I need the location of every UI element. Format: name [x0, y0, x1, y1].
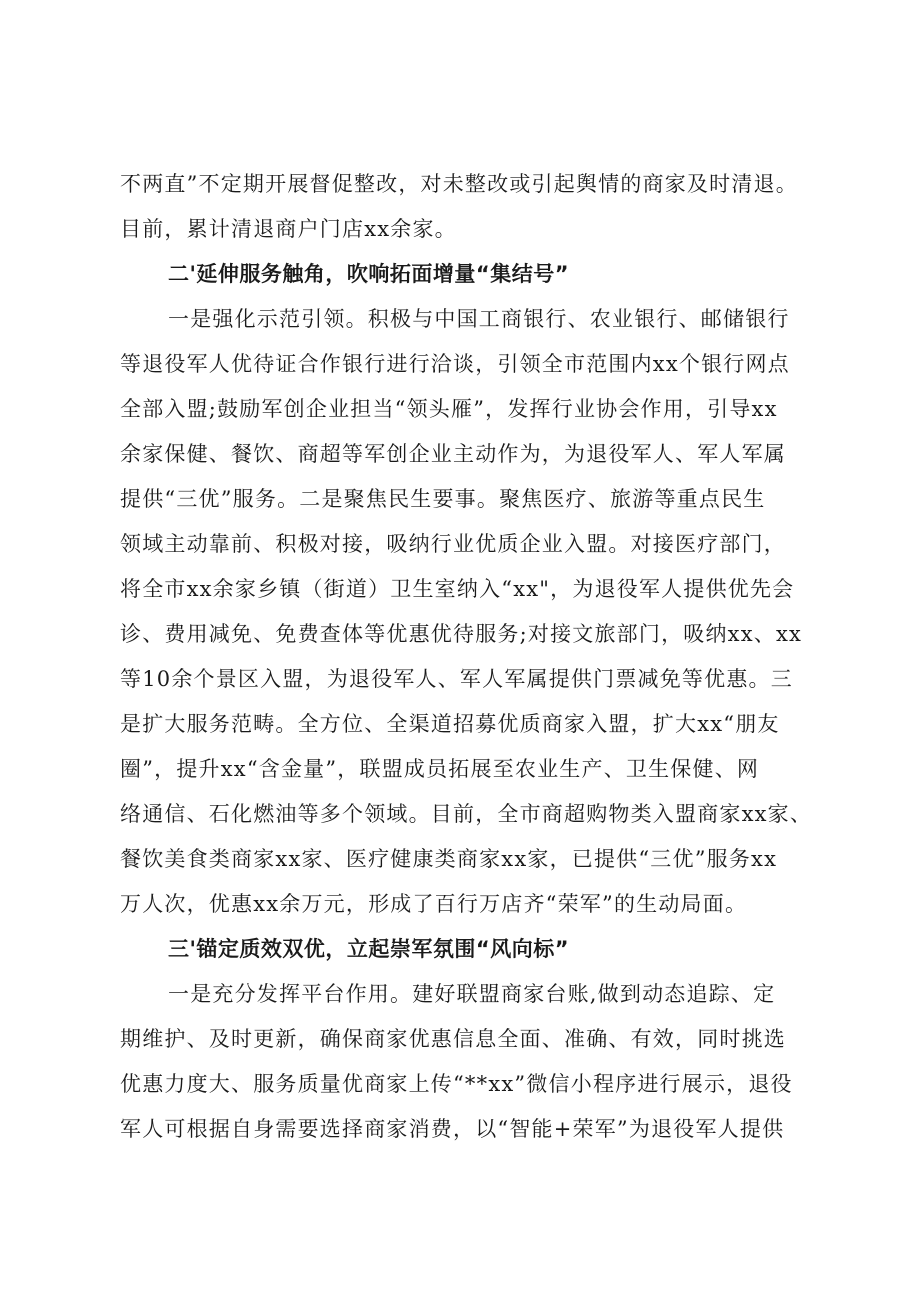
- body-line: 等10余个景区入盟，为退役军人、军人军属提供门票减免等优惠。三: [120, 667, 793, 691]
- body-line: 是扩大服务范畴。全方位、全渠道招募优质商家入盟，扩大xx“朋友: [120, 712, 780, 736]
- body-line: 军人可根据自身需要选择商家消费，以“智能+荣军”为退役军人提供: [120, 1117, 785, 1141]
- body-line: 等退役军人优待证合作银行进行洽谈，引领全市范围内xx个银行网点: [120, 352, 790, 376]
- body-line: 诊、费用减免、免费查体等优惠优待服务;对接文旅部门，吸纳xx、xx: [120, 622, 803, 646]
- paragraph-start-line: 一是强化示范引领。积极与中国工商银行、农业银行、邮储银行: [168, 307, 790, 331]
- body-line: 圈”，提升xx“含金量”，联盟成员拓展至农业生产、卫生保健、网: [120, 757, 760, 781]
- body-line: 全部入盟;鼓励军创企业担当“领头雁”，发挥行业协会作用，引导xx: [120, 397, 778, 421]
- body-line: 餐饮美食类商家xx家、医疗健康类商家xx家，已提供“三优”服务xx: [120, 847, 778, 871]
- body-line: 优惠力度大、服务质量优商家上传“**xx”微信小程序进行展示，退役: [120, 1072, 793, 1096]
- body-line: 期维护、及时更新，确保商家优惠信息全面、准确、有效，同时挑选: [120, 1027, 786, 1051]
- body-line: 余家保健、餐饮、商超等军创企业主动作为，为退役军人、军人军属: [120, 442, 786, 466]
- section-heading-2: 二'延伸服务触角，吹响拓面增量“集结号”: [168, 262, 570, 286]
- body-line: 不两直”不定期开展督促整改，对未整改或引起舆情的商家及时清退。: [120, 172, 798, 196]
- body-line: 将全市xx余家乡镇（街道）卫生室纳入“xx"，为退役军人提供优先会: [120, 577, 795, 601]
- body-line: 万人次，优惠xx余万元，形成了百行万店齐“荣军”的生动局面。: [120, 892, 748, 916]
- section-heading-3: 三'锚定质效双优，立起崇军氛围“风向标”: [168, 937, 570, 961]
- paragraph-start-line: 一是充分发挥平台作用。建好联盟商家台账,做到动态追踪、定: [168, 982, 776, 1006]
- body-line: 目前，累计清退商户门店xx余家。: [120, 217, 457, 241]
- body-line: 络通信、石化燃油等多个领域。目前，全市商超购物类入盟商家xx家、: [120, 802, 813, 826]
- body-line: 提供“三优”服务。二是聚焦民生要事。聚焦医疗、旅游等重点民生: [120, 487, 766, 511]
- body-line: 领域主动靠前、积极对接，吸纳行业优质企业入盟。对接医疗部门，: [120, 532, 786, 556]
